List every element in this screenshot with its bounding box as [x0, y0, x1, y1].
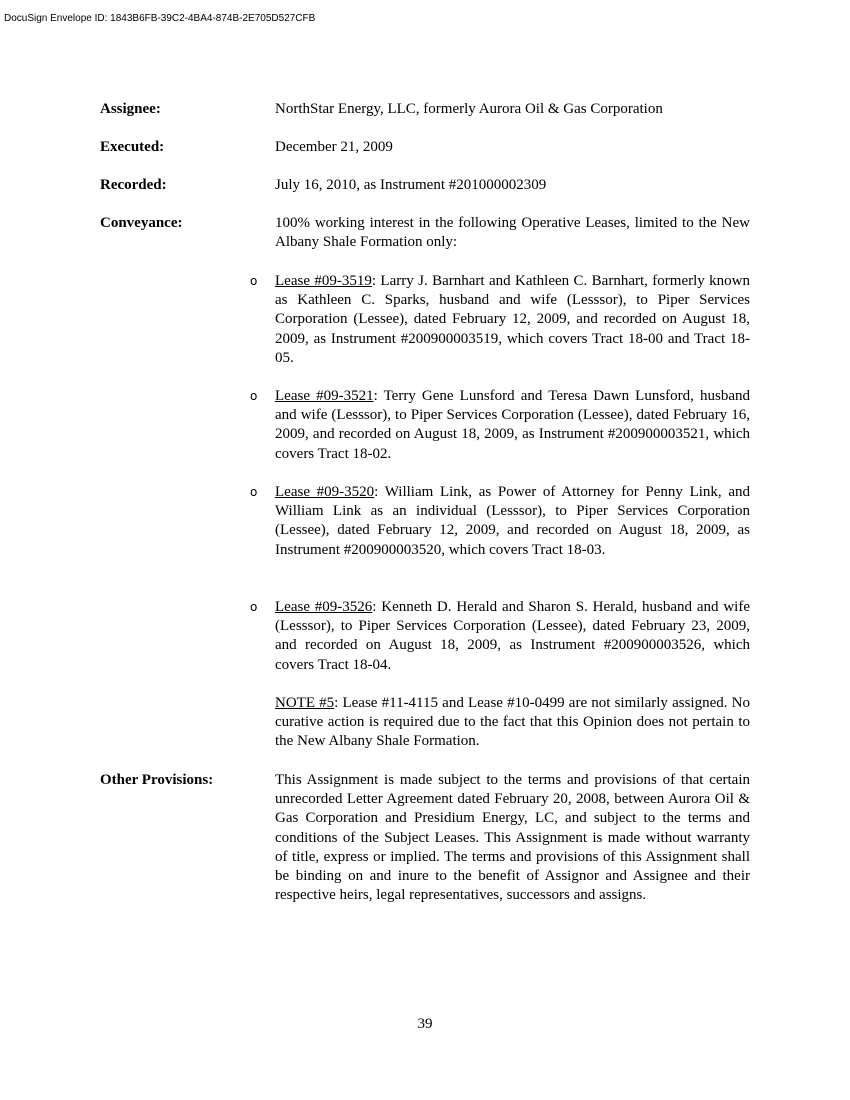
- lease-description: : William Link, as Power of Attorney for Penny Link, and William Link as an individual (Lesssor), to Piper Services Corporation (Lessee), dated February 12, 2009, and recorded on August 18, 2009, as Instrument #200900003520, which covers Tract 18-03.: [275, 484, 750, 558]
- field-value: December 21, 2009: [275, 139, 393, 155]
- lease-id: Lease #09-3526: [275, 599, 373, 615]
- field-value: This Assignment is made subject to the terms and provisions of that certain unrecorded Letter Agreement dated February 20, 2008, between Aurora Oil & Gas Corporation and Presidium Energy, LC, and subject to the terms and conditions of the Subject Leases. This Assignment is made without warranty of title, express or implied. The terms and provisions of this Assignment shall be binding on and inure to the benefit of Assignor and Assignee and their respective heirs, legal representatives, successors and assigns.: [275, 772, 750, 904]
- note-paragraph: [275, 694, 750, 752]
- bullet-icon: o: [250, 274, 258, 288]
- lease-description: : Larry J. Barnhart and Kathleen C. Barnhart, formerly known as Kathleen C. Sparks, husband and wife (Lesssor), to Piper Services Corporation (Lessee), dated February 12, 2009, and recorded on August 18, 2009, as Instrument #200900003519, which covers Tract 18-00 and Tract 18-05.: [275, 273, 750, 366]
- field-label: Recorded:: [100, 177, 167, 193]
- lease-description: : Terry Gene Lunsford and Teresa Dawn Lunsford, husband and wife (Lesssor), to Piper Services Corporation (Lessee), dated February 16, 2009, and recorded on August 18, 2009, as Instrument #200900003521, which covers Tract 18-02.: [275, 388, 751, 462]
- lease-description: : Kenneth D. Herald and Sharon S. Herald, husband and wife (Lesssor), to Piper Services Corporation (Lessee), dated February 23, 2009, and recorded on August 18, 2009, as Instrument #200900003526, which covers Tract 18-04.: [275, 599, 750, 673]
- lease-id: Lease #09-3521: [275, 388, 374, 404]
- docusign-envelope-id: DocuSign Envelope ID: 1843B6FB-39C2-4BA4-874B-2E705D527CFB: [4, 13, 316, 24]
- lease-id: Lease #09-3519: [275, 273, 372, 289]
- lease-text: [275, 598, 750, 675]
- bullet-icon: o: [250, 485, 258, 499]
- field-value: July 16, 2010, as Instrument #201000002309: [275, 177, 547, 193]
- page-number: 39: [417, 1016, 433, 1032]
- field-label: Conveyance:: [100, 215, 183, 231]
- field-label: Assignee:: [100, 101, 161, 117]
- note-label: NOTE #5: [275, 695, 335, 711]
- field-value: 100% working interest in the following Operative Leases, limited to the New Albany Shale Formation only:: [275, 215, 750, 251]
- note-text: : Lease #11-4115 and Lease #10-0499 are not similarly assigned. No curative action is required due to the fact that this Opinion does not pertain to the New Albany Shale Formation.: [275, 695, 750, 750]
- bullet-icon: o: [250, 389, 258, 403]
- field-label: Other Provisions:: [100, 772, 214, 788]
- bullet-icon: o: [250, 600, 258, 614]
- lease-text: [275, 483, 750, 560]
- lease-text: [275, 272, 750, 368]
- lease-text: [275, 387, 750, 464]
- field-value: NorthStar Energy, LLC, formerly Aurora Oil & Gas Corporation: [275, 101, 663, 117]
- field-label: Executed:: [100, 139, 165, 155]
- lease-id: Lease #09-3520: [275, 484, 375, 500]
